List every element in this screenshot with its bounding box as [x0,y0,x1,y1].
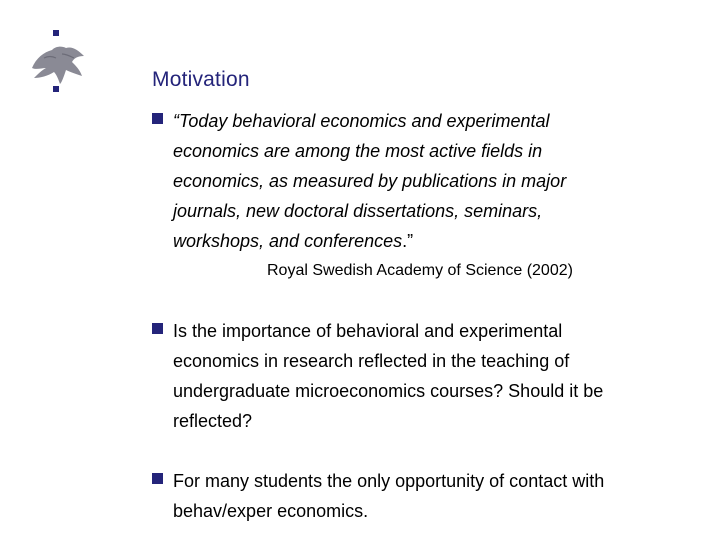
text-line [173,226,566,256]
quote-closing: .” [402,231,414,251]
text-line: Is the importance of behavioral and experimental [173,321,563,341]
slide-title: Motivation [152,68,250,91]
bullet-quote [152,106,692,256]
bullet-question [152,316,692,436]
text-line: For many students the only opportunity of contact with [173,471,605,491]
bullet-question-text [173,316,603,436]
university-seal-icon [22,28,90,98]
bullet-square-icon [152,473,163,484]
text-line: reflected? [173,411,253,431]
bullet-students [152,466,692,526]
bullet-students-text [173,466,604,526]
bullet-square-icon [152,323,163,334]
bullet-quote-text [173,106,566,256]
text-line-part: workshops, and conferences [173,231,403,251]
text-line: economics are among the most active fields in [173,141,543,161]
bullet-square-icon [152,113,163,124]
text-line: economics, as measured by publications in major [173,171,567,191]
text-line: “Today behavioral economics and experimental [173,111,550,131]
quote-attribution: Royal Swedish Academy of Science (2002) [267,262,573,279]
text-line: journals, new doctoral dissertations, seminars, [173,201,543,221]
text-line: economics in research reflected in the teaching of [173,351,570,371]
text-line: undergraduate microeconomics courses? Should it be [173,381,604,401]
text-line: behav/exper economics. [173,501,369,521]
